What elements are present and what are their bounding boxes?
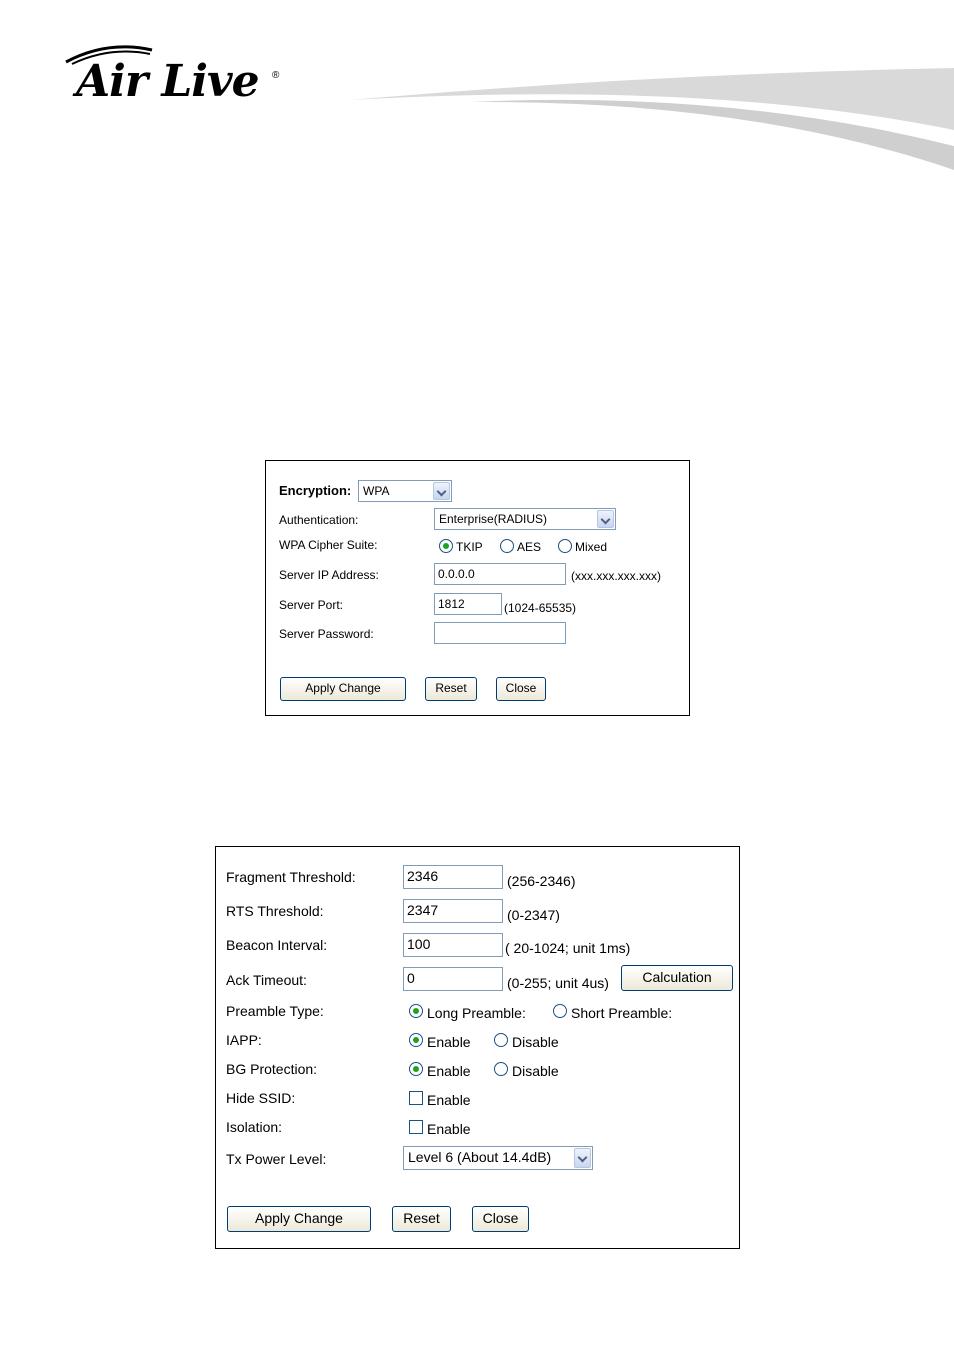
- isolation-label: Isolation:: [226, 1119, 283, 1135]
- rts-threshold-input[interactable]: 2347: [403, 899, 503, 923]
- reset-button[interactable]: Reset: [425, 677, 477, 701]
- server-ip-label: Server IP Address:: [279, 568, 379, 582]
- registered-mark: ®: [272, 70, 280, 81]
- cipher-mixed-radio[interactable]: [558, 539, 572, 553]
- iapp-label: IAPP:: [226, 1032, 262, 1048]
- encryption-select[interactable]: [358, 480, 452, 502]
- server-ip-input[interactable]: 0.0.0.0: [434, 563, 566, 585]
- cipher-tkip-radio[interactable]: [439, 539, 453, 553]
- tx-power-label: Tx Power Level:: [226, 1151, 327, 1167]
- bg-protection-label: BG Protection:: [226, 1061, 318, 1077]
- wpa-encryption-panel: [265, 460, 690, 716]
- rts-threshold-label: RTS Threshold:: [226, 903, 324, 919]
- fragment-threshold-input[interactable]: 2346: [403, 865, 503, 889]
- server-ip-hint: (xxx.xxx.xxx.xxx): [571, 569, 661, 583]
- hide-ssid-label: Hide SSID:: [226, 1090, 296, 1106]
- ack-timeout-label: Ack Timeout:: [226, 972, 307, 988]
- chevron-down-icon: [433, 482, 450, 500]
- encryption-select-value: WPA: [363, 484, 390, 498]
- authentication-select-value: Enterprise(RADIUS): [439, 512, 548, 526]
- server-port-input[interactable]: 1812: [434, 593, 502, 615]
- beacon-interval-label: Beacon Interval:: [226, 937, 328, 953]
- authentication-select[interactable]: [434, 508, 616, 530]
- preamble-type-label: Preamble Type:: [226, 1003, 324, 1019]
- tx-power-select[interactable]: [403, 1146, 593, 1170]
- hide-ssid-enable-label: Enable: [427, 1092, 471, 1108]
- cipher-mixed-label: Mixed: [575, 540, 608, 554]
- cipher-aes-label: AES: [517, 540, 542, 554]
- preamble-long-radio[interactable]: [409, 1004, 423, 1018]
- bg-disable-label: Disable: [512, 1063, 559, 1079]
- preamble-long-label: Long Preamble:: [427, 1005, 526, 1021]
- isolation-checkbox[interactable]: [409, 1120, 423, 1134]
- encryption-label: Encryption:: [279, 483, 352, 498]
- ack-timeout-input[interactable]: 0: [403, 967, 503, 991]
- preamble-short-label: Short Preamble:: [571, 1005, 673, 1021]
- iapp-enable-radio[interactable]: [409, 1033, 423, 1047]
- advanced-settings-panel: [215, 846, 740, 1249]
- server-password-input[interactable]: [434, 622, 566, 644]
- fragment-threshold-label: Fragment Threshold:: [226, 869, 356, 885]
- bg-enable-radio[interactable]: [409, 1062, 423, 1076]
- cipher-tkip-label: TKIP: [456, 540, 483, 554]
- chevron-down-icon: [574, 1148, 591, 1168]
- iapp-enable-label: Enable: [427, 1034, 471, 1050]
- close-button[interactable]: Close: [472, 1206, 529, 1232]
- beacon-interval-input[interactable]: 100: [403, 933, 503, 957]
- hide-ssid-checkbox[interactable]: [409, 1091, 423, 1105]
- cipher-aes-radio[interactable]: [500, 539, 514, 553]
- header-swoosh: [350, 60, 954, 180]
- tx-power-select-value: Level 6 (About 14.4dB): [408, 1149, 552, 1165]
- reset-button[interactable]: Reset: [392, 1206, 451, 1232]
- cipher-suite-label: WPA Cipher Suite:: [279, 538, 378, 552]
- calculation-button[interactable]: Calculation: [621, 965, 733, 991]
- beacon-interval-hint: ( 20-1024; unit 1ms): [505, 940, 631, 956]
- apply-change-button[interactable]: Apply Change: [280, 677, 406, 701]
- close-button[interactable]: Close: [496, 677, 546, 701]
- iapp-disable-label: Disable: [512, 1034, 559, 1050]
- brand-name: Air Live: [76, 56, 259, 107]
- rts-threshold-hint: (0-2347): [507, 907, 560, 923]
- bg-enable-label: Enable: [427, 1063, 471, 1079]
- fragment-threshold-hint: (256-2346): [507, 873, 576, 889]
- server-port-hint: (1024-65535): [504, 601, 577, 615]
- airlive-logo: [62, 40, 292, 110]
- server-password-label: Server Password:: [279, 627, 374, 641]
- preamble-short-radio[interactable]: [553, 1004, 567, 1018]
- server-port-label: Server Port:: [279, 598, 344, 612]
- bg-disable-radio[interactable]: [494, 1062, 508, 1076]
- iapp-disable-radio[interactable]: [494, 1033, 508, 1047]
- isolation-enable-label: Enable: [427, 1121, 471, 1137]
- chevron-down-icon: [597, 510, 614, 528]
- ack-timeout-hint: (0-255; unit 4us): [507, 975, 609, 991]
- apply-change-button[interactable]: Apply Change: [227, 1206, 371, 1232]
- authentication-label: Authentication:: [279, 513, 359, 527]
